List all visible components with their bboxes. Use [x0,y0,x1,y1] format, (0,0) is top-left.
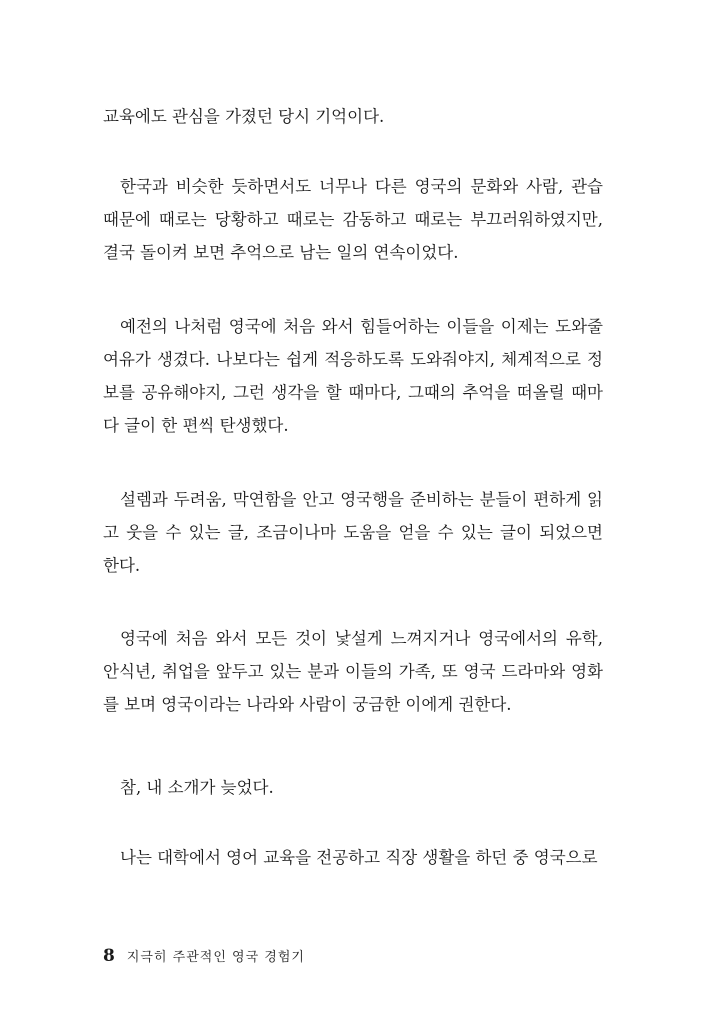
text-line: 다 글이 한 편씩 탄생했다. [103,416,289,435]
paragraph-3 [103,310,603,442]
text-line: 교육에도 관심을 가졌던 당시 기억이다. [103,107,385,126]
paragraph-6 [103,771,603,804]
paragraph-5 [103,622,603,721]
text-line: 보를 공유해야지, 그런 생각을 할 때마다, 그때의 추억을 떠올릴 때마 [103,383,603,402]
text-line: 영국에 처음 와서 모든 것이 낯설게 느껴지거나 영국에서의 유학, [120,629,603,648]
text-line: 안식년, 취업을 앞두고 있는 분과 이들의 가족, 또 영국 드라마와 영화 [103,662,603,681]
text-line: 한다. [103,556,141,575]
text-line: 여유가 생겼다. 나보다는 쉽게 적응하도록 도와줘야지, 체계적으로 정 [103,350,603,369]
paragraph-7 [103,841,603,874]
text-line: 예전의 나처럼 영국에 처음 와서 힘들어하는 이들을 이제는 도와줄 [120,317,603,336]
text-line: 설렘과 두려움, 막연함을 안고 영국행을 준비하는 분들이 편하게 읽 [120,490,603,509]
text-line: 나는 대학에서 영어 교육을 전공하고 직장 생활을 하던 중 영국으로 [120,848,598,867]
text-line: 결국 돌이켜 보면 추억으로 남는 일의 연속이었다. [103,243,459,262]
running-title: 지극히 주관적인 영국 경험기 [126,950,305,965]
text-line: 때문에 때로는 당황하고 때로는 감동하고 때로는 부끄러워하였지만, [103,210,603,229]
paragraph-4 [103,483,603,582]
paragraph-2 [103,170,603,269]
text-line: 한국과 비슷한 듯하면서도 너무나 다른 영국의 문화와 사람, 관습 [120,177,603,196]
text-line: 를 보며 영국이라는 나라와 사람이 궁금한 이에게 권한다. [103,695,512,714]
text-line: 참, 내 소개가 늦었다. [120,778,274,797]
page-number: 8 [103,946,115,966]
text-line: 고 웃을 수 있는 글, 조금이나마 도움을 얻을 수 있는 글이 되었으면 [103,523,603,542]
paragraph-1 [103,100,603,133]
page-footer [103,946,305,970]
